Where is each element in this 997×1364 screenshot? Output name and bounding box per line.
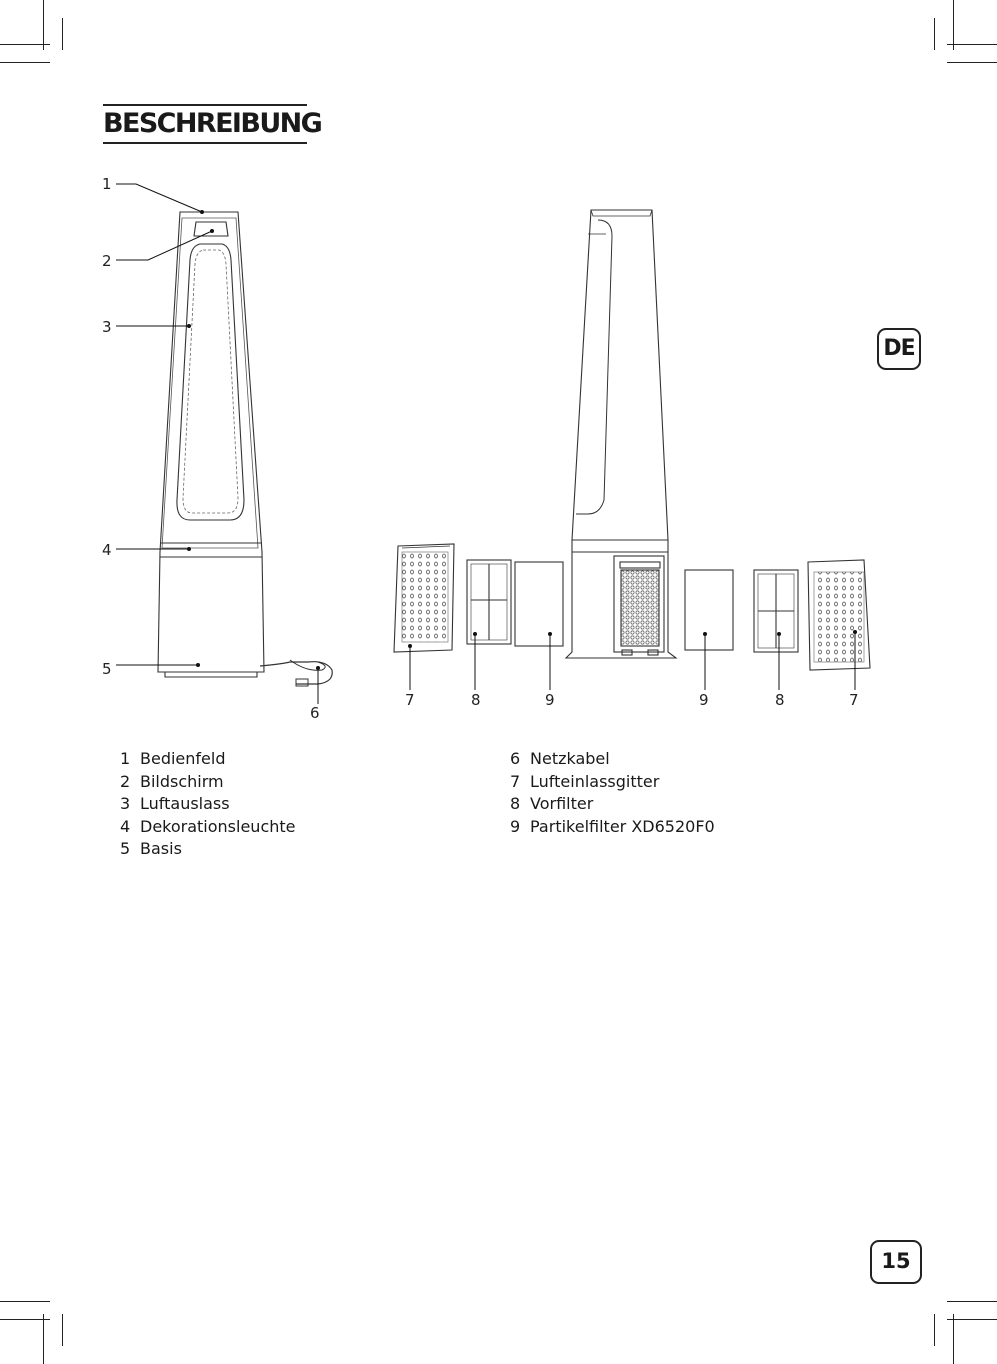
legend-number: 8 <box>510 794 521 813</box>
callout-7-right: 7 <box>849 691 859 709</box>
legend-item <box>104 748 296 771</box>
parts-legend-right <box>494 748 715 838</box>
callout-9-left: 9 <box>545 691 555 709</box>
legend-label: Vorfilter <box>530 794 594 813</box>
legend-label: Dekorationsleuchte <box>140 816 296 836</box>
page-number: 15 <box>870 1240 922 1284</box>
leader-dots <box>187 210 857 670</box>
callout-4: 4 <box>102 541 112 559</box>
callout-2: 2 <box>102 252 112 270</box>
legend-label: Bildschirm <box>140 771 224 791</box>
filter-set-right <box>685 560 870 670</box>
language-tab: DE <box>877 328 921 370</box>
legend-label: Luftauslass <box>140 794 230 813</box>
callout-8-left: 8 <box>471 691 481 709</box>
legend-item <box>104 793 296 816</box>
legend-number: 5 <box>120 839 131 858</box>
tower-front-view <box>158 212 332 686</box>
filter-set-left <box>394 544 563 652</box>
legend-item <box>104 771 296 794</box>
legend-number: 7 <box>510 771 521 791</box>
section-heading: BESCHREIBUNG <box>103 104 307 144</box>
legend-number: 9 <box>510 816 521 836</box>
legend-item <box>494 816 715 839</box>
legend-number: 6 <box>510 749 521 768</box>
legend-label: Bedienfeld <box>140 749 226 768</box>
legend-label: Basis <box>140 839 182 858</box>
legend-label: Lufteinlassgitter <box>530 771 660 791</box>
legend-number: 1 <box>120 749 131 768</box>
callout-6: 6 <box>310 704 320 722</box>
legend-label: Partikelfilter XD6520F0 <box>530 816 715 836</box>
legend-item <box>104 816 296 839</box>
legend-item <box>104 838 296 861</box>
legend-label: Netzkabel <box>530 749 610 768</box>
legend-item <box>494 771 715 794</box>
callout-7-left: 7 <box>405 691 415 709</box>
tower-back-view <box>566 210 676 658</box>
parts-legend-left <box>104 748 296 861</box>
legend-item <box>494 793 715 816</box>
callout-8-right: 8 <box>775 691 785 709</box>
leader-lines <box>116 184 855 704</box>
callout-3: 3 <box>102 318 112 336</box>
legend-number: 2 <box>120 771 131 791</box>
callout-1: 1 <box>102 175 112 193</box>
legend-number: 4 <box>120 816 131 836</box>
callout-5: 5 <box>102 660 112 678</box>
callout-9-right: 9 <box>699 691 709 709</box>
legend-number: 3 <box>120 794 131 813</box>
legend-item <box>494 748 715 771</box>
